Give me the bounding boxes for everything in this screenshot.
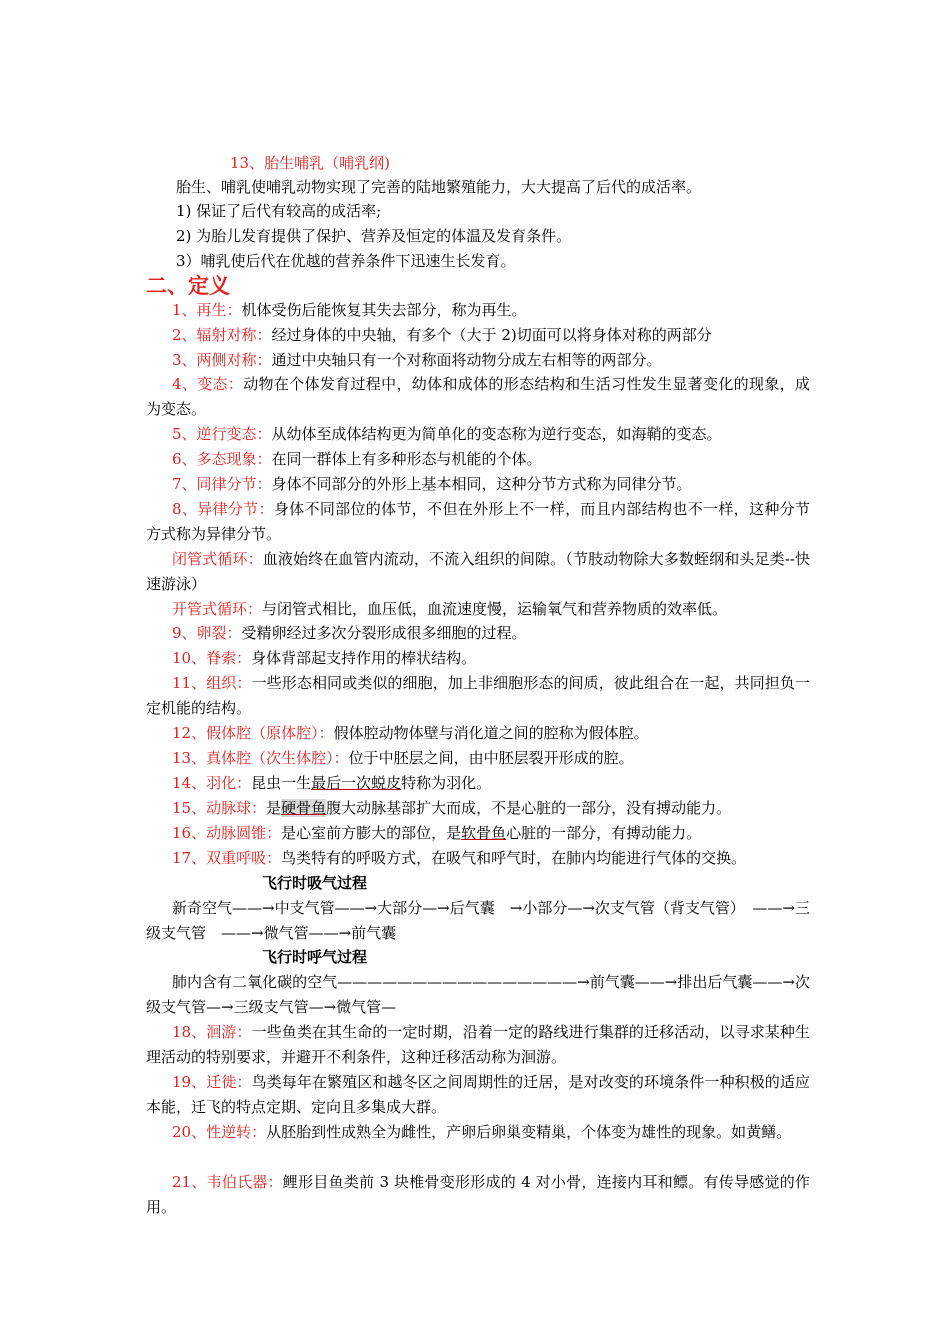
def-20-term: 20、性逆转： [172, 1123, 267, 1141]
def-2-term: 2、辐射对称： [172, 326, 272, 344]
section13-point-2: 2) 为胎儿发育提供了保护、营养及恒定的体温及发育条件。 [176, 227, 572, 245]
def-open-term: 开管式循环： [172, 600, 263, 618]
inhale-process: 新奇空气——→中支气管——→大部分—→后气囊 →小部分—→次支气管（背支气管） ——→三级支气管 ——→微气管——→前气囊 [146, 899, 810, 942]
def-15-term: 15、动脉球： [172, 799, 267, 817]
def-15-underlined: 硬骨鱼 [281, 799, 327, 817]
def-7-text: 身体不同部分的外形上基本相同，这种分节方式称为同律分节。 [271, 475, 692, 493]
def-3-text: 通过中央轴只有一个对称面将动物分成左右相等的两部分。 [271, 351, 662, 369]
exhale-process: 肺内含有二氧化碳的空气————————————————→前气囊——→排出后气囊——→次级支气管—→三级支气管—→微气管— [146, 973, 810, 1016]
def-16-post: 心脏的一部分，有搏动能力。 [506, 824, 702, 842]
def-16-pre: 是心室前方膨大的部位，是 [281, 824, 462, 842]
def-13 [146, 746, 810, 771]
def-17-term: 17、双重呼吸： [172, 849, 282, 867]
def-6-text: 在同一群体上有多种形态与机能的个体。 [271, 450, 542, 468]
def-2 [146, 323, 810, 348]
def-open-text: 与闭管式相比，血压低，血流速度慢，运输氧气和营养物质的效率低。 [262, 600, 728, 618]
def-4 [146, 372, 810, 422]
def-14-post: 特称为羽化。 [401, 774, 492, 792]
def-13-term: 13、真体腔（次生体腔）： [172, 749, 349, 767]
def-20 [146, 1120, 810, 1145]
def-14 [146, 771, 810, 796]
def-9-term: 9、卵裂： [172, 624, 242, 642]
def-21-term: 21、韦伯氏器： [172, 1173, 283, 1191]
def-15-post: 腹大动脉基部扩大而成，不是心脏的一部分，没有搏动能力。 [326, 799, 732, 817]
def-5-term: 5、逆行变态： [172, 425, 272, 443]
def-12 [146, 721, 810, 746]
def-closed-term: 闭管式循环： [172, 550, 263, 568]
inhale-title: 飞行时吸气过程 [262, 874, 368, 892]
def-12-term: 12、假体腔（原体腔）： [172, 724, 334, 742]
def-17-text: 鸟类特有的呼吸方式，在吸气和呼气时，在肺内均能进行气体的交换。 [281, 849, 747, 867]
section13-point-1: 1) 保证了后代有较高的成活率; [176, 202, 382, 220]
section13-point-3: 3）哺乳使后代在优越的营养条件下迅速生长发育。 [176, 252, 516, 270]
def-10-term: 10、脊索： [172, 649, 252, 667]
def-11-text: 一些形态相同或类似的细胞，加上非细胞形态的间质，彼此组合在一起，共同担负一定机能的结构。 [146, 674, 810, 717]
def-9-text: 受精卵经过多次分裂形成很多细胞的过程。 [241, 624, 527, 642]
def-8-text: 身体不同部位的体节，不但在外形上不一样，而且内部结构也不一样，这种分节方式称为异律分节。 [146, 500, 810, 543]
def-13-text: 位于中胚层之间，由中胚层裂开形成的腔。 [348, 749, 634, 767]
def-21 [146, 1170, 810, 1220]
def-closed-circulation [146, 547, 810, 597]
def-5-text: 从幼体至成体结构更为简单化的变态称为逆行变态，如海鞘的变态。 [271, 425, 722, 443]
def-14-term: 14、羽化： [172, 774, 252, 792]
def-20-text: 从胚胎到性成熟全为雌性，产卵后卵巢变精巢，个体变为雄性的现象。如黄鳝。 [266, 1123, 792, 1141]
def-18-text: 一些鱼类在其生命的一定时期，沿着一定的路线进行集群的迁移活动，以寻求某种生理活动的特别要求，并避开不利条件，这种迁移活动称为洄游。 [146, 1023, 810, 1066]
section13-intro: 胎生、哺乳使哺乳动物实现了完善的陆地繁殖能力，大大提高了后代的成活率。 [176, 178, 702, 196]
def-3-term: 3、两侧对称： [172, 351, 272, 369]
def-21-text: 鲤形目鱼类前 3 块椎骨变形形成的 4 对小骨，连接内耳和鳔。有传导感觉的作用。 [146, 1173, 810, 1216]
def-2-text: 经过身体的中央轴，有多个（大于 2)切面可以将身体对称的两部分 [271, 326, 712, 344]
def-10 [146, 646, 810, 671]
def-16 [146, 821, 810, 846]
def-16-underlined: 软骨鱼 [461, 824, 507, 842]
def-18-term: 18、洄游： [172, 1023, 252, 1041]
def-open-circulation [146, 597, 810, 622]
def-15 [146, 796, 810, 821]
def-12-text: 假体腔动物体壁与消化道之间的腔称为假体腔。 [333, 724, 649, 742]
def-19-text: 鸟类每年在繁殖区和越冬区之间周期性的迁居，是对改变的环境条件一种积极的适应本能，迁飞的特点定期、定向且多集成大群。 [146, 1073, 810, 1116]
def-3 [146, 348, 810, 373]
def-11 [146, 671, 810, 721]
def-closed-text: 血液始终在血管内流动，不流入组织的间隙。（节肢动物除大多数蛭纲和头足类--快速游泳） [146, 550, 810, 593]
def-4-text: 动物在个体发育过程中，幼体和成体的形态结构和生活习性发生显著变化的现象，成为变态。 [146, 375, 810, 418]
exhale-title: 飞行时呼气过程 [262, 948, 368, 966]
def-7-term: 7、同律分节： [172, 475, 272, 493]
def-11-term: 11、组织： [172, 674, 252, 692]
def-8-term: 8、异律分节： [172, 500, 274, 518]
def-1-text: 机体受伤后能恢复其失去部分，称为再生。 [241, 301, 527, 319]
def-19 [146, 1070, 810, 1120]
def-17 [146, 846, 810, 871]
def-6-term: 6、多态现象： [172, 450, 272, 468]
def-5 [146, 422, 810, 447]
def-19-term: 19、迁徙： [172, 1073, 252, 1091]
def-18 [146, 1020, 810, 1070]
def-14-pre: 昆虫一生 [251, 774, 312, 792]
def-14-underlined: 最后一次蜕皮 [311, 774, 402, 792]
def-16-term: 16、动脉圆锥： [172, 824, 282, 842]
def-10-text: 身体背部起支持作用的棒状结构。 [251, 649, 477, 667]
def-4-term: 4、变态： [172, 375, 244, 393]
def-1 [146, 298, 810, 323]
section13-heading: 13、胎生哺乳（哺乳纲) [230, 154, 390, 172]
def-8 [146, 497, 810, 547]
def-6 [146, 447, 810, 472]
def-15-pre: 是 [266, 799, 282, 817]
def-9 [146, 621, 810, 646]
def-1-term: 1、再生： [172, 301, 242, 319]
section2-title: 二、定义 [146, 273, 230, 298]
def-7 [146, 472, 810, 497]
